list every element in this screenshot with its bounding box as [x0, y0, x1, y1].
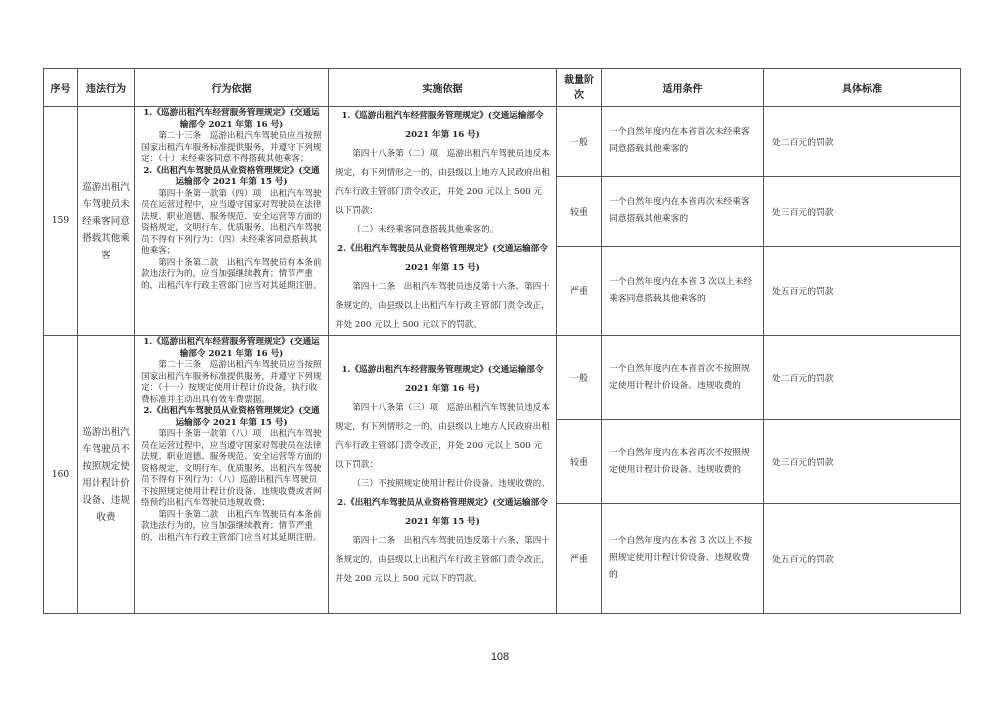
regulation-clause: （二）未经乘客同意搭载其他乘客的。 — [352, 225, 499, 235]
page-number: 108 — [490, 651, 510, 663]
seq-cell: 159 — [44, 107, 78, 336]
table-header-row — [44, 69, 961, 107]
discretion-level-cell: 较重 — [557, 176, 602, 246]
regulation-clause: 第二十三条 巡游出租汽车驾驶员应当按照国家出租汽车服务标准提供服务，并遵守下列规定：（十）未经乘客同意不得搭载其他乘客； — [141, 131, 322, 164]
regulation-clause: 第四十条第一款第（八）项 出租汽车驾驶员在运营过程中，应当遵守国家对驾驶员在法律法规、职业道德、服务规范、安全运营等方面的资格规定，文明行车、优质服务。出租汽车驾驶员不得有下列行为：（八）巡游出租汽车驾驶员不按照规定使用计程计价设备、违规收费或者网络预约出租汽车驾驶员违规收费； — [141, 429, 322, 508]
regulation-title: 1.《巡游出租汽车经营服务管理规定》(交通运输部令 2021 年第 16 号) — [341, 111, 544, 140]
regulation-clause: 第四十条第一款第（四）项 出租汽车驾驶员在运营过程中，应当遵守国家对驾驶员在法律法规、职业道德、服务规范、安全运营等方面的资格规定，文明行车、优质服务。出租汽车驾驶员不得有下列行为：（四）未经乘客同意搭载其他乘客； — [141, 188, 322, 256]
applicable-condition-cell: 一个自然年度内在本省 3 次以上不按照规定使用计程计价设备、违规收费的 — [602, 504, 764, 614]
regulation-clause: 第四十条第二款 出租汽车驾驶员有本条前款违法行为的，应当加强继续教育；情节严重的，出租汽车行政主管部门应当对其延期注册。 — [141, 509, 322, 543]
discretion-level-cell: 较重 — [557, 420, 602, 504]
discretion-level-cell: 严重 — [557, 246, 602, 335]
header-violation: 违法行为 — [78, 69, 135, 107]
regulation-title: 2.《出租汽车驾驶员从业资格管理规定》(交通运输部令 2021 年第 15 号) — [337, 244, 548, 273]
regulation-clause: 第四十八条第（三）项 巡游出租汽车驾驶员违反本规定，有下列情形之一的，由县级以上地方人民政府出租汽车行政主管部门责令改正，并处 200 元以上 500 元以下罚款： — [335, 402, 550, 470]
penalty-standard-cell: 处二百元的罚款 — [764, 336, 961, 420]
header-level: 裁量阶次 — [557, 69, 602, 107]
penalty-standard-cell: 处五百元的罚款 — [764, 504, 961, 614]
header-basis: 行为依据 — [135, 69, 329, 107]
header-seq: 序号 — [44, 69, 78, 107]
seq-cell: 160 — [44, 336, 78, 614]
applicable-condition-cell: 一个自然年度内在本省再次未经乘客同意搭载其他乘客的 — [602, 176, 764, 246]
discretion-level-cell: 一般 — [557, 336, 602, 420]
regulation-clause: 第二十三条 巡游出租汽车驾驶员应当按照国家出租汽车服务标准提供服务，并遵守下列规定：（十一）按规定使用计程计价设备，执行收费标准并主动出具有效车费票据。 — [141, 360, 322, 405]
implementation-basis-cell — [329, 107, 557, 336]
legal-basis-cell — [135, 107, 329, 336]
discretion-level-cell: 一般 — [557, 107, 602, 177]
penalty-standard-cell: 处三百元的罚款 — [764, 420, 961, 504]
regulation-title: 2.《出租汽车驾驶员从业资格管理规定》(交通运输部令 2021 年第 15 号) — [337, 497, 548, 527]
penalty-standard-cell: 处二百元的罚款 — [764, 107, 961, 177]
discretion-level-cell: 严重 — [557, 504, 602, 614]
table-row — [44, 336, 961, 420]
implementation-basis-cell — [329, 336, 557, 614]
penalty-standard-cell: 处三百元的罚款 — [764, 176, 961, 246]
penalty-standard-cell: 处五百元的罚款 — [764, 246, 961, 335]
regulation-title: 1.《巡游出租汽车经营服务管理规定》(交通运输部令 2021 年第 16 号) — [143, 108, 320, 130]
applicable-condition-cell: 一个自然年度内在本省再次不按照规定使用计程计价设备、违规收费的 — [602, 420, 764, 504]
discretion-standard-table — [43, 68, 961, 614]
regulation-title: 1.《巡游出租汽车经营服务管理规定》(交通运输部令 2021 年第 16 号) — [143, 337, 320, 359]
violation-cell: 巡游出租汽车驾驶员未经乘客同意搭载其他乘客 — [78, 107, 135, 336]
header-implementation: 实施依据 — [329, 69, 557, 107]
regulation-clause: 第四十条第二款 出租汽车驾驶员有本条前款违法行为的，应当加强继续教育；情节严重的，出租汽车行政主管部门应当对其延期注册。 — [141, 257, 322, 291]
applicable-condition-cell: 一个自然年度内在本省首次未经乘客同意搭载其他乘客的 — [602, 107, 764, 177]
regulation-title: 2.《出租汽车驾驶员从业资格管理规定》(交通运输部令 2021 年第 15 号) — [143, 165, 320, 187]
header-condition: 适用条件 — [602, 69, 764, 107]
regulation-clause: 第四十二条 出租汽车驾驶员违反第十六条、第四十条规定的，由县级以上出租汽车行政主管部门责令改正，并处 200 元以上 500 元以下的罚款。 — [335, 535, 550, 584]
header-standard: 具体标准 — [764, 69, 961, 107]
regulation-clause: 第四十二条 出租汽车驾驶员违反第十六条、第四十条规定的，由县级以上出租汽车行政主管部门责令改正，并处 200 元以上 500 元以下的罚款。 — [335, 282, 550, 330]
legal-basis-cell — [135, 336, 329, 614]
applicable-condition-cell: 一个自然年度内在本省 3 次以上未经乘客同意搭载其他乘客的 — [602, 246, 764, 335]
regulation-title: 2.《出租汽车驾驶员从业资格管理规定》(交通运输部令 2021 年第 15 号) — [143, 406, 320, 428]
violation-cell: 巡游出租汽车驾驶员不按照规定使用计程计价设备、违规收费 — [78, 336, 135, 614]
table-row — [44, 107, 961, 177]
regulation-clause: （三）不按照规定使用计程计价设备、违规收费的。 — [352, 478, 550, 489]
regulation-title: 1.《巡游出租汽车经营服务管理规定》(交通运输部令 2021 年第 16 号) — [341, 364, 544, 394]
applicable-condition-cell: 一个自然年度内在本省首次不按照规定使用计程计价设备、违规收费的 — [602, 336, 764, 420]
regulation-clause: 第四十八条第（二）项 巡游出租汽车驾驶员违反本规定，有下列情形之一的，由县级以上地方人民政府出租汽车行政主管部门责令改正，并处 200 元以上 500 元以下罚款： — [335, 149, 550, 216]
